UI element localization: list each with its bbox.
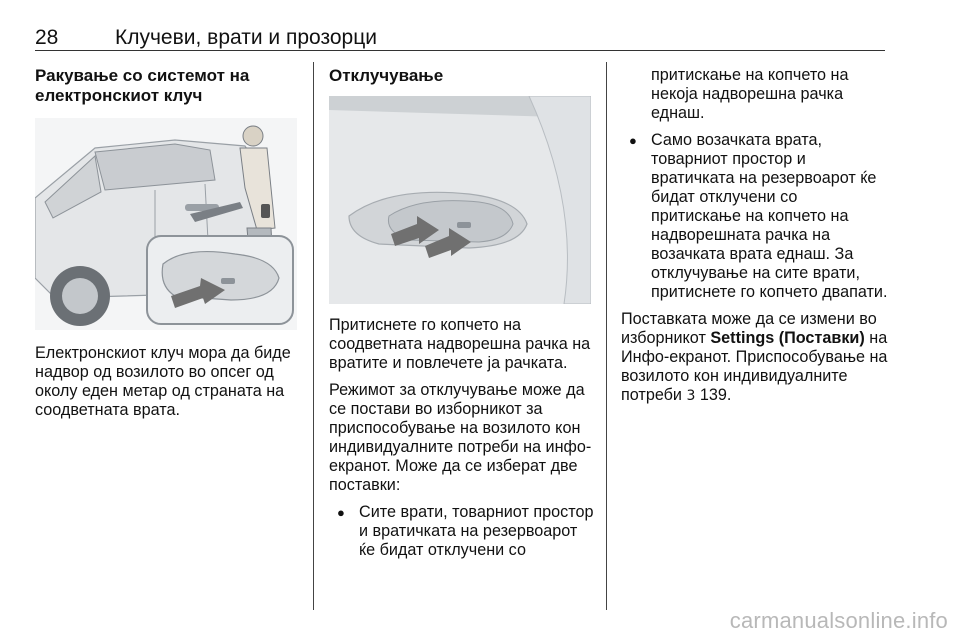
settings-menu-name: Settings (Поставки) bbox=[710, 329, 865, 347]
column-2 bbox=[329, 66, 594, 568]
list-item bbox=[329, 503, 594, 560]
paragraph-key-range: Електронскиот клуч мора да биде надвор од возилото во опсег од околу еден метар од страната на соодветната врата. bbox=[35, 344, 291, 419]
column-divider-1 bbox=[313, 62, 314, 610]
page-reference-icon: 3 bbox=[686, 388, 696, 404]
bullet-glyph: ● bbox=[337, 505, 345, 520]
page-header bbox=[35, 26, 885, 51]
list-item bbox=[621, 131, 889, 302]
paragraph-settings bbox=[621, 310, 889, 406]
list-item-text: Само возачката врата, товарниот простор и вратичката на резервоарот ќе бидат отклучени со притискање на копчето на надворешната рачка на возачката врата еднаш. За отклучување на сите врати, притиснете го копчето двапати. bbox=[651, 131, 888, 301]
page-number: 28 bbox=[35, 26, 59, 49]
car-key-illustration bbox=[35, 118, 297, 330]
column-3 bbox=[621, 66, 889, 414]
door-handle-drawing bbox=[329, 96, 591, 304]
paragraph-unlock-mode: Режимот за отклучување може да се постави во изборникот за приспособување на возилото кон индивидуалните потреби на инфо-екранот. Може да се изберат две поставки: bbox=[329, 381, 592, 494]
settings-text-start: Поставката може да се измени во изборникот bbox=[621, 310, 877, 347]
car-with-person-drawing bbox=[35, 118, 297, 330]
settings-text-middle: на Инфо-екранот. Приспособување на возилото кон индивидуалните потреби bbox=[621, 329, 888, 404]
unlock-options-list-continued bbox=[621, 131, 889, 302]
list-item-text: Сите врати, товарниот простор и вратичката на резервоарот ќе бидат отклучени со bbox=[359, 503, 594, 559]
paragraph-press-button: Притиснете го копчето на соодветната надворешна рачка на вратите и повлечете ја рачката. bbox=[329, 316, 591, 372]
bullet-glyph: ● bbox=[629, 133, 637, 148]
page-reference: 139. bbox=[695, 386, 732, 404]
watermark: carmanualsonline.info bbox=[729, 608, 948, 633]
running-title: Клучеви, врати и прозорци bbox=[115, 26, 377, 49]
section-heading-unlocking: Отклучување bbox=[329, 66, 444, 85]
list-item-continuation: притискање на копчето на некоја надворешна рачка еднаш. bbox=[651, 66, 849, 122]
column-1 bbox=[35, 66, 297, 428]
column-divider-2 bbox=[606, 62, 607, 610]
door-handle-illustration bbox=[329, 96, 591, 304]
section-heading-electronic-key: Ракување со системот на електронскиот клуч bbox=[35, 66, 250, 105]
unlock-options-list bbox=[329, 503, 594, 560]
